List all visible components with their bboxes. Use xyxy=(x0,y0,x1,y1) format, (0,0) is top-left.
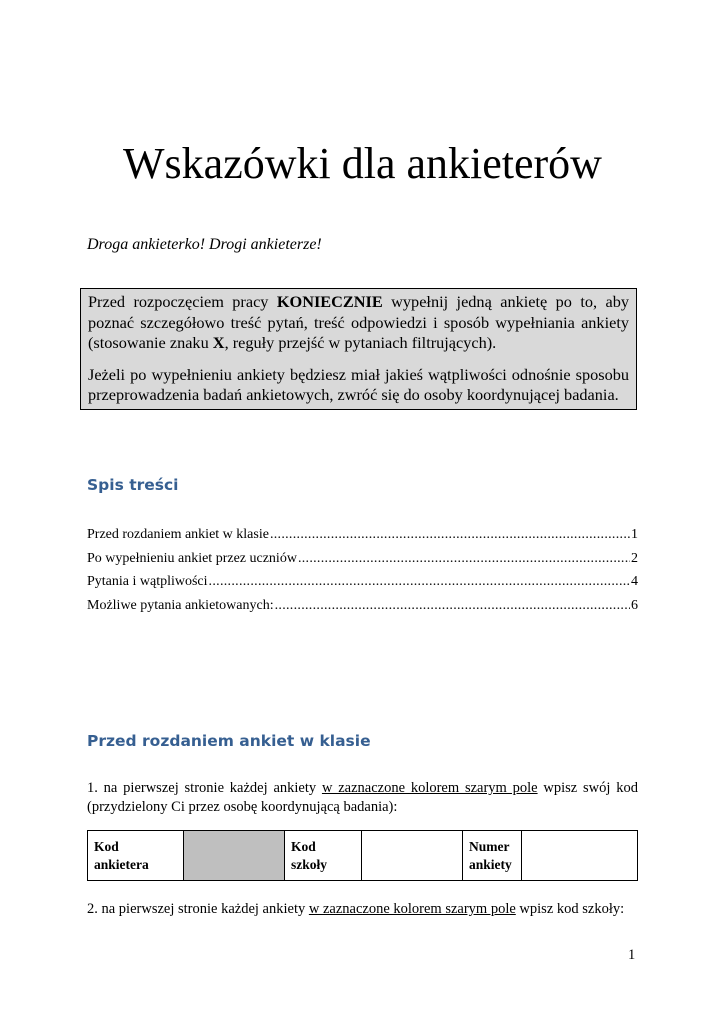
notice-emphasis: KONIECZNIE xyxy=(276,292,383,311)
notice-paragraph-2: Jeżeli po wypełnieniu ankiety będziesz miał jakieś wątpliwości odnośnie sposobu przeprowadzenia badań ankietowych, zwróć się do osoby koordynującej badania. xyxy=(88,364,629,404)
instruction-text: wpisz swój kod (przydzielony Ci przez osobę koordynującą badania): xyxy=(87,780,638,815)
instruction-1 xyxy=(87,779,638,817)
section-heading: Przed rozdaniem ankiet w klasie xyxy=(87,732,371,750)
notice-box xyxy=(80,288,637,410)
survey-number-label: Numer ankiety xyxy=(463,831,522,881)
notice-paragraph-1 xyxy=(88,292,629,354)
instruction-text: 1. na pierwszej stronie każdej ankiety xyxy=(87,780,322,796)
toc-entry-page: 1 xyxy=(631,527,638,542)
toc-dot-leader xyxy=(270,527,630,543)
toc-heading: Spis treści xyxy=(87,476,179,494)
notice-text: Przed rozpoczęciem pracy xyxy=(88,292,277,311)
survey-number-field[interactable] xyxy=(522,831,638,881)
school-code-label: Kod szkoły xyxy=(285,831,362,881)
greeting: Droga ankieterko! Drogi ankieterze! xyxy=(87,236,322,253)
toc-entry-label: Pytania i wątpliwości xyxy=(87,574,208,589)
toc-entry-label: Przed rozdaniem ankiet w klasie xyxy=(87,527,269,542)
toc-entry[interactable] xyxy=(87,527,638,551)
table-of-contents xyxy=(87,527,638,621)
toc-entry-label: Po wypełnieniu ankiet przez uczniów xyxy=(87,550,297,566)
toc-entry[interactable] xyxy=(87,574,638,598)
notice-emphasis-x: X xyxy=(212,333,225,352)
notice-text: , reguły przejść w pytaniach filtrujących). xyxy=(224,333,497,352)
toc-entry-page: 6 xyxy=(631,597,638,613)
instruction-text: wpisz kod szkoły: xyxy=(515,901,625,917)
interviewer-code-label: Kod ankietera xyxy=(88,831,184,881)
toc-entry[interactable] xyxy=(87,551,638,575)
toc-entry-label: Możliwe pytania ankietowanych: xyxy=(87,597,274,613)
toc-entry[interactable] xyxy=(87,598,638,622)
document-title: Wskazówki dla ankieterów xyxy=(123,139,602,188)
toc-entry-page: 4 xyxy=(631,574,638,589)
interviewer-code-field[interactable] xyxy=(184,831,285,881)
notice-text: wypełnij jedną ankietę po to, aby poznać szczegółowo treść pytań, treść odpowiedzi i sposób wypełniania ankiety (stosowanie znaku xyxy=(88,292,630,352)
toc-entry-page: 2 xyxy=(631,550,638,566)
toc-dot-leader xyxy=(275,598,630,614)
toc-dot-leader xyxy=(298,551,630,567)
instruction-text: 2. na pierwszej stronie każdej ankiety xyxy=(87,901,309,917)
toc-dot-leader xyxy=(209,574,630,590)
instruction-2 xyxy=(87,901,624,918)
instruction-underlined: w zaznaczone kolorem szarym pole xyxy=(321,780,538,796)
code-table xyxy=(87,830,638,881)
page-number: 1 xyxy=(628,947,636,963)
instruction-underlined: w zaznaczone kolorem szarym pole xyxy=(308,901,516,917)
school-code-field[interactable] xyxy=(362,831,463,881)
